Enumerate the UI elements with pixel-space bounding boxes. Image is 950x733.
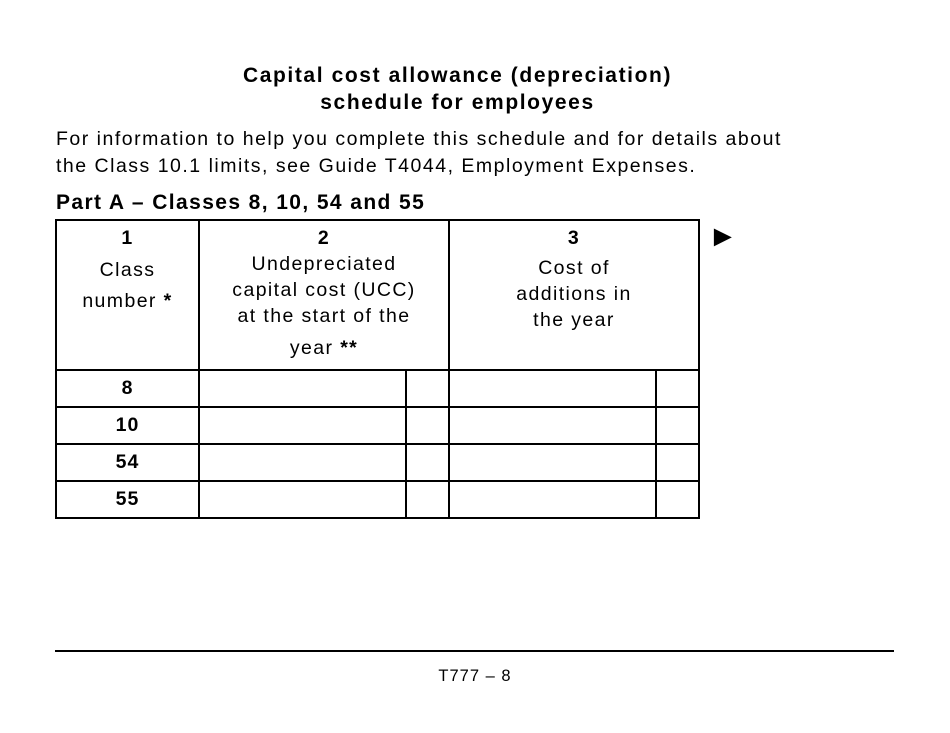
additions-dollars-field[interactable] — [449, 407, 656, 444]
column-number: 2 — [317, 227, 331, 249]
footnote-marker: * — [163, 290, 173, 312]
ucc-cents-field[interactable] — [406, 481, 449, 518]
intro-line-2: the Class 10.1 limits, see Guide T4044, Employment Expenses. — [56, 155, 697, 177]
column-label: number — [82, 290, 157, 312]
table-row — [56, 407, 699, 444]
page-title — [0, 62, 915, 116]
column-label: at the start of the — [237, 305, 411, 327]
class-number-cell: 10 — [56, 407, 199, 444]
part-a-heading: Part A – Classes 8, 10, 54 and 55 — [56, 191, 426, 214]
additions-dollars-field[interactable] — [449, 370, 656, 407]
column-number: 3 — [567, 227, 581, 249]
intro-paragraph — [56, 126, 916, 180]
additions-dollars-field[interactable] — [449, 444, 656, 481]
page-identifier: T777 – 8 — [438, 667, 512, 685]
class-number-cell: 54 — [56, 444, 199, 481]
ucc-cents-field[interactable] — [406, 444, 449, 481]
column-label: additions in — [516, 283, 632, 305]
ucc-dollars-field[interactable] — [199, 407, 406, 444]
column-number: 1 — [121, 227, 134, 249]
part-a-table — [55, 219, 700, 519]
ucc-cents-field[interactable] — [406, 407, 449, 444]
additions-cents-field[interactable] — [656, 444, 699, 481]
column-label: Cost of — [538, 257, 610, 279]
column-header-ucc — [199, 220, 449, 370]
additions-cents-field[interactable] — [656, 407, 699, 444]
column-label: the year — [533, 309, 615, 331]
class-number-cell: 8 — [56, 370, 199, 407]
ucc-dollars-field[interactable] — [199, 444, 406, 481]
intro-line-1: For information to help you complete this schedule and for details about — [56, 128, 782, 150]
table-row — [56, 370, 699, 407]
table-header-row — [56, 220, 699, 370]
continue-arrow-icon: ► — [708, 220, 738, 253]
column-label: Class — [99, 259, 156, 281]
ucc-dollars-field[interactable] — [199, 481, 406, 518]
additions-dollars-field[interactable] — [449, 481, 656, 518]
column-label: capital cost (UCC) — [232, 279, 416, 301]
additions-cents-field[interactable] — [656, 370, 699, 407]
ucc-dollars-field[interactable] — [199, 370, 406, 407]
table-row — [56, 481, 699, 518]
ucc-cents-field[interactable] — [406, 370, 449, 407]
table-row — [56, 444, 699, 481]
footnote-marker: ** — [340, 337, 359, 359]
column-label: year — [289, 337, 334, 359]
class-number-cell: 55 — [56, 481, 199, 518]
column-header-additions — [449, 220, 699, 370]
footer-divider — [55, 650, 894, 652]
title-line-2: schedule for employees — [320, 91, 595, 114]
column-header-class-number — [56, 220, 199, 370]
title-line-1: Capital cost allowance (depreciation) — [242, 64, 673, 87]
column-label: Undepreciated — [251, 253, 397, 275]
additions-cents-field[interactable] — [656, 481, 699, 518]
